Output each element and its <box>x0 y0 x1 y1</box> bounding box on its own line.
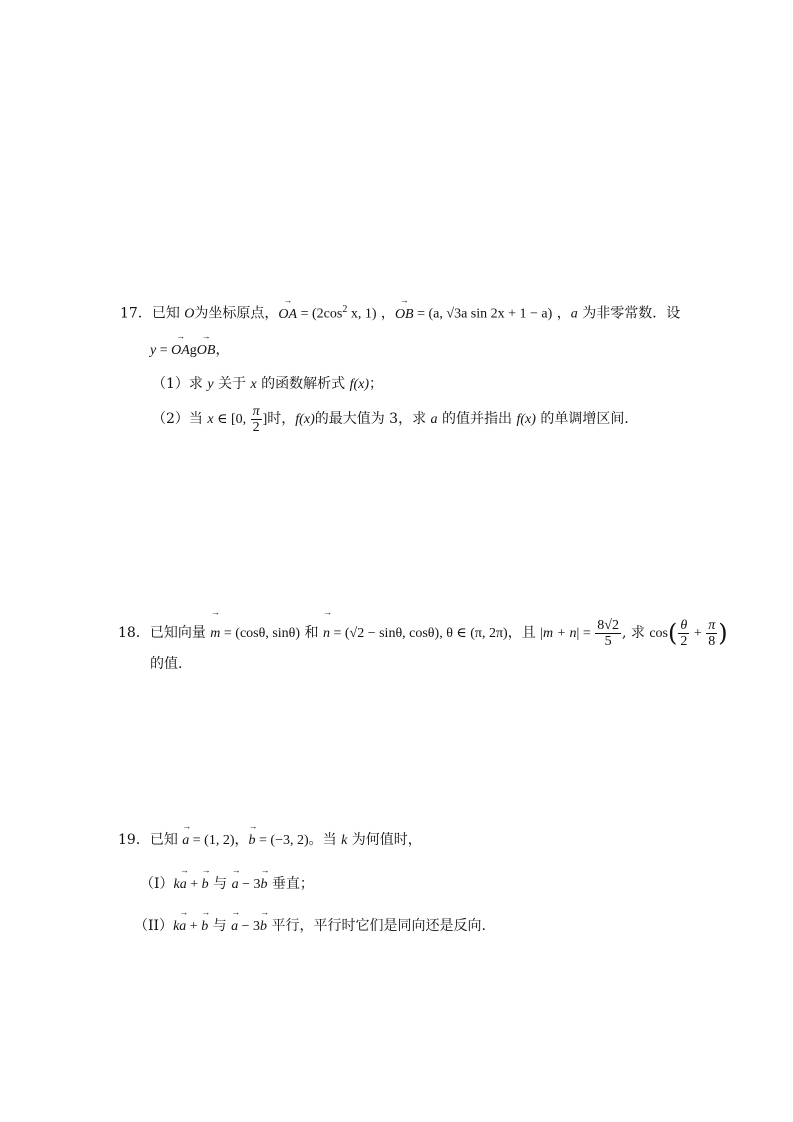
vector-ob: → OB <box>196 331 216 358</box>
vector-b: → b <box>201 907 211 934</box>
question-number: 17． <box>120 305 152 322</box>
question-17-line-2: y = → OAg → OB， <box>150 340 229 361</box>
vector-a: → a <box>179 865 189 892</box>
question-19-line-1: 19．已知 → a = (1, 2)， → b = (−3, 2)。当 k 为何值时， <box>118 830 422 851</box>
question-19-part-1: （I）k → a + → b 与 → a − 3 → b 垂直； <box>140 874 314 895</box>
question-number: 18． <box>118 625 150 641</box>
fraction-pi-over-8: $\frac{\pi}{8}$ <box>708 617 716 649</box>
vector-b: → b <box>260 907 269 934</box>
vector-ob: → OB <box>394 294 414 322</box>
vector-a: → a <box>231 865 241 892</box>
question-18-line-2: 的值. <box>150 656 183 672</box>
vector-oa: → OA <box>278 294 298 322</box>
vector-b: → b <box>260 865 270 892</box>
vector-b: → b <box>248 821 258 848</box>
vector-a: → a <box>231 907 241 934</box>
vector-m: → m <box>210 607 221 641</box>
question-number: 19． <box>118 832 150 848</box>
question-17-line-1: 17．已知 O为坐标原点， → OA = ($2\cos^2$ x, 1) ， → OB = (a, √3a sin 2x + 1 − a) ，a 为非零常数．设 <box>120 300 680 325</box>
question-17-part-1: （1）求 y 关于 x 的函数解析式 f(x)； <box>152 376 384 392</box>
fraction-8root2-over-5: $\frac{8√2}{5}$ <box>597 617 619 649</box>
question-18-line-1: 18．已知向量 → m = (cosθ, sinθ) 和 → n = (√2 − sinθ, cosθ), θ ∈ (π, 2π)，且 |m + n| = $\frac{8√2}{5}$ , 求 cos( $\frac{\theta}{2}$ + $\frac{\pi}{8}$ ) <box>118 616 728 651</box>
question-17-part-2: （2）当 x ∈ [0, $\frac{\pi}{2}$ ]时，f(x)的最大值为 3，求 a 的值并指出 f(x) 的单调增区间． <box>152 403 639 435</box>
vector-n: → n <box>322 607 332 641</box>
vector-oa: → OA <box>171 331 190 358</box>
vector-b: → b <box>201 865 211 892</box>
fraction-theta-over-2: $\frac{\theta}{2}$ <box>680 617 688 649</box>
question-19-part-2: （II）k → a + → b 与 → a − 3 → b 平行，平行时它们是同向还是反向. <box>134 916 486 937</box>
vector-a: → a <box>182 821 192 848</box>
fraction-pi-over-2: $\frac{\pi}{2}$ <box>252 403 260 435</box>
vector-a: → a <box>179 907 189 934</box>
